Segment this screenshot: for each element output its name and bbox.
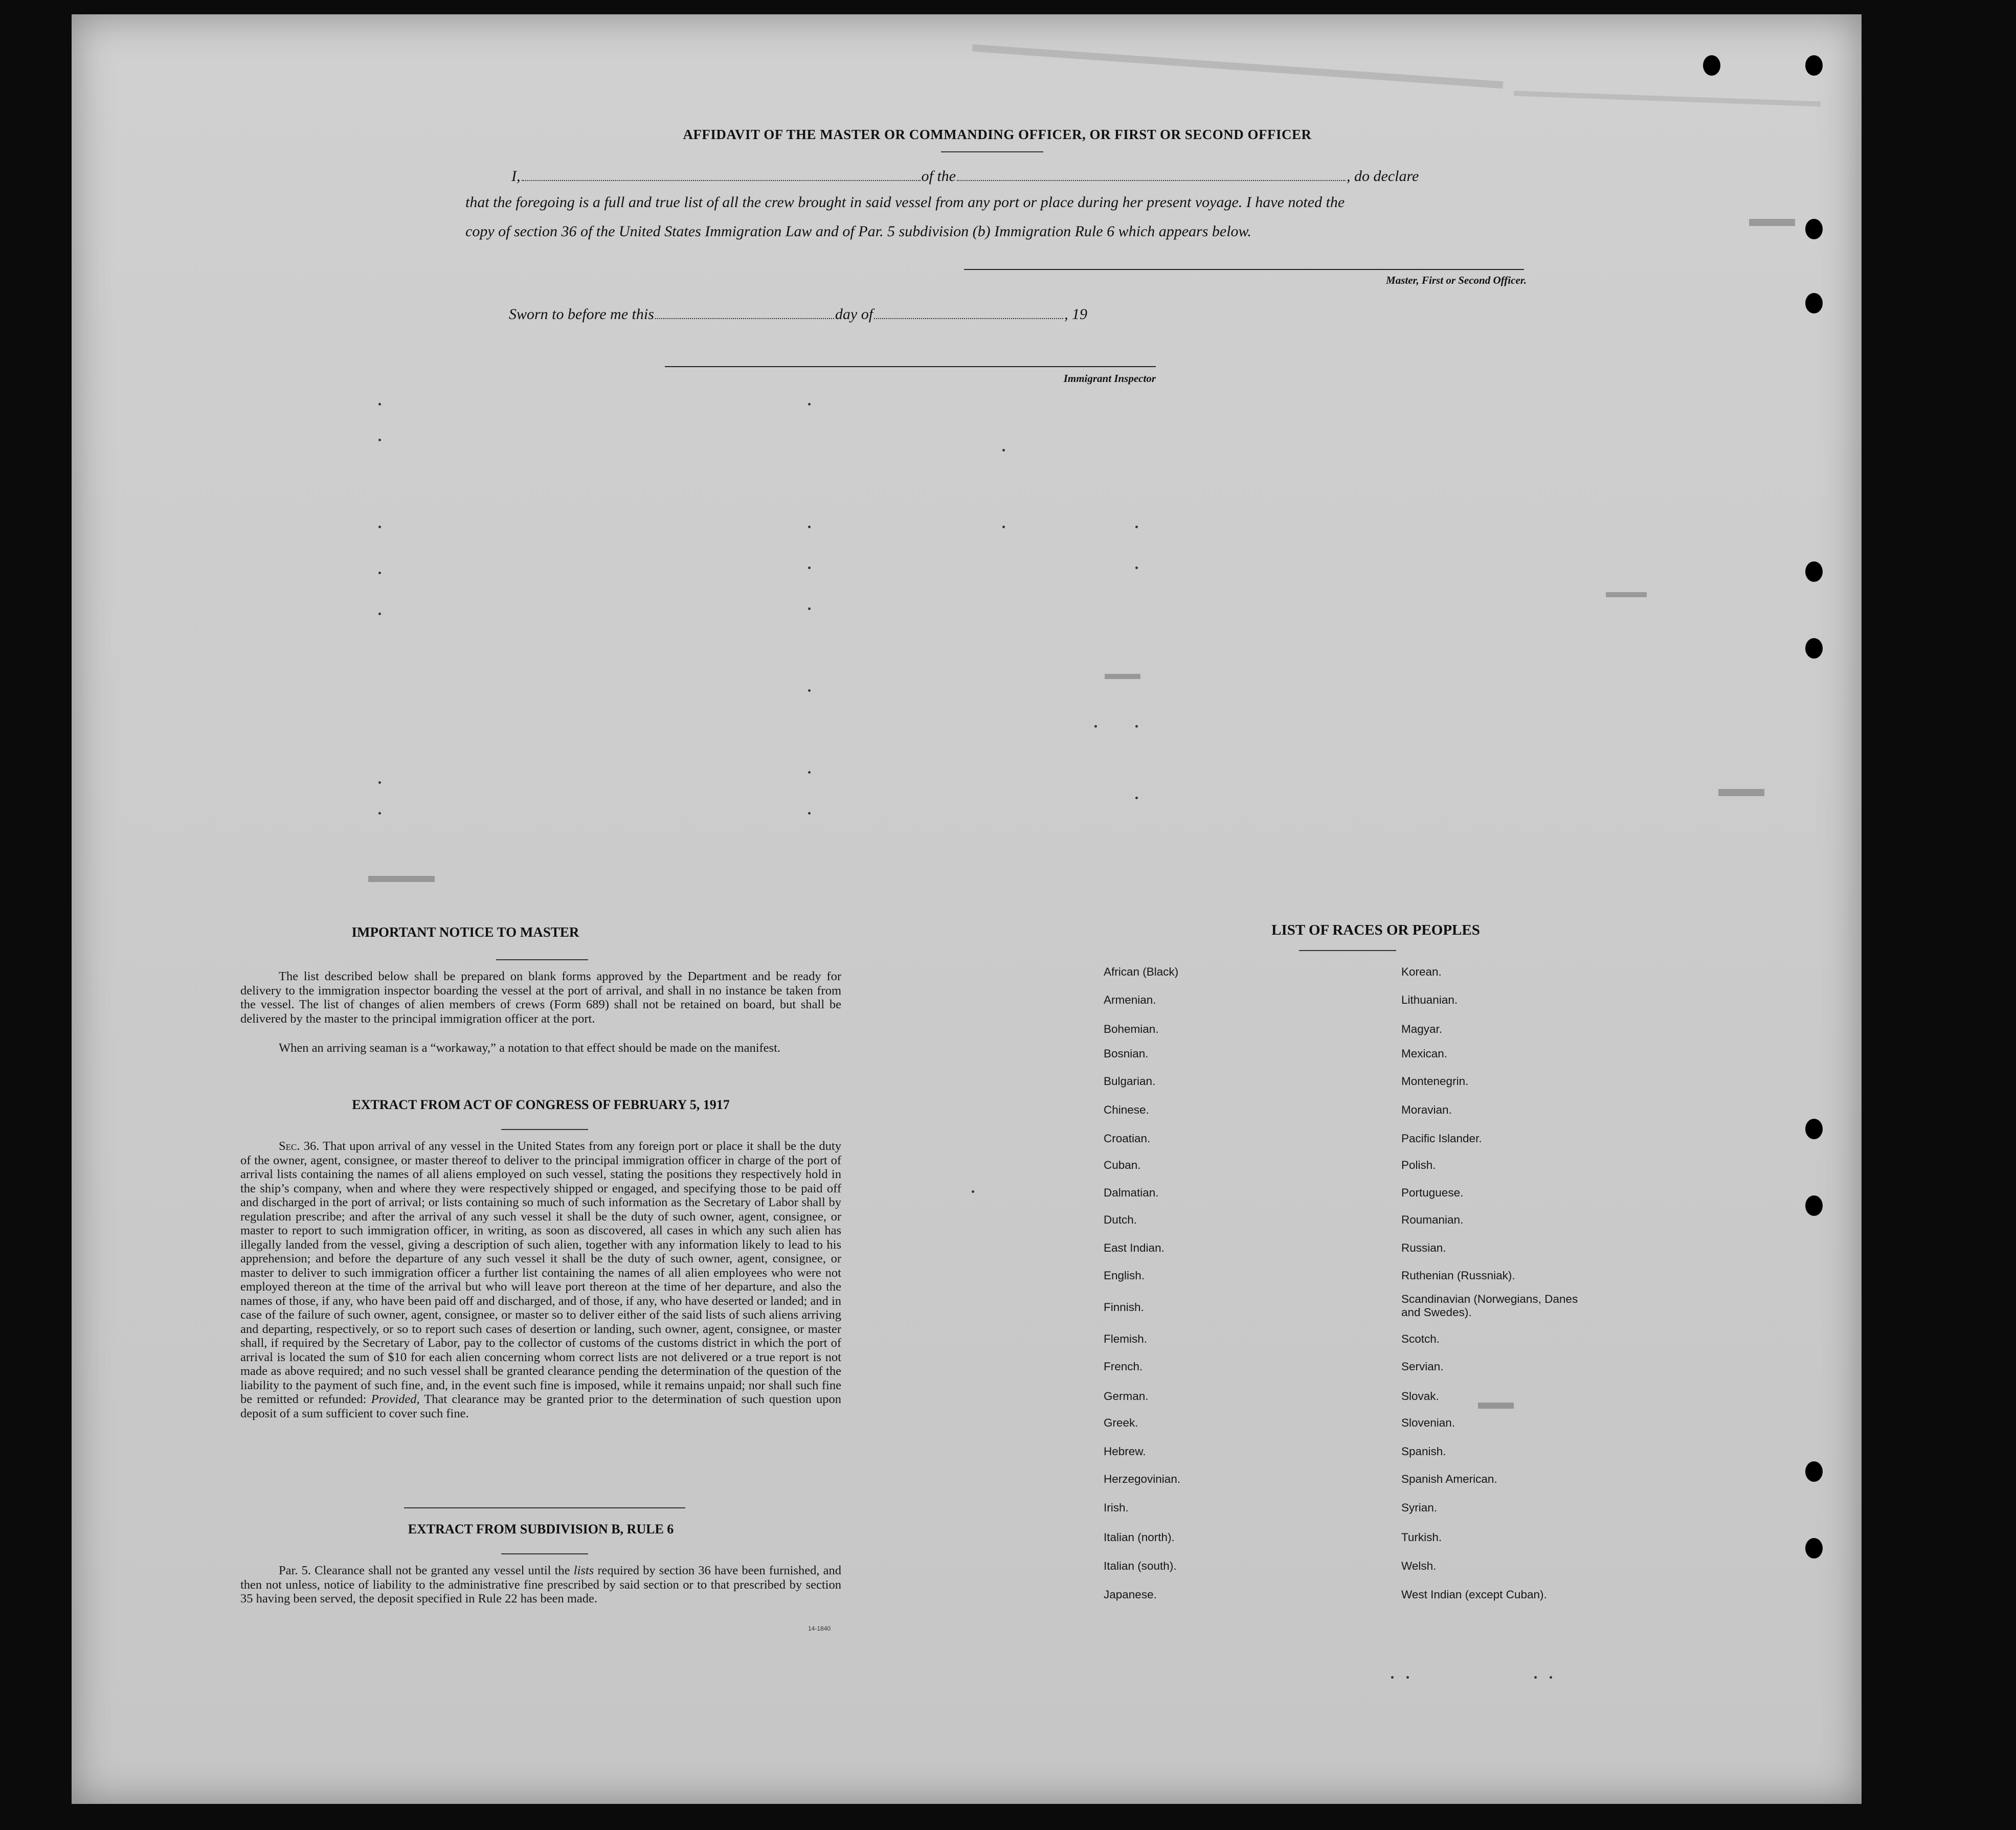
punch-hole bbox=[1805, 1538, 1823, 1558]
provided-word: Provided, bbox=[371, 1392, 420, 1406]
race-item: Syrian. bbox=[1401, 1501, 1438, 1514]
speck bbox=[378, 526, 381, 528]
declarant-name-blank[interactable] bbox=[522, 180, 921, 181]
speck bbox=[1550, 1676, 1552, 1679]
race-item: Portuguese. bbox=[1401, 1186, 1464, 1199]
bleed-through-mark bbox=[1718, 789, 1764, 796]
speck bbox=[378, 781, 381, 784]
section-body: That upon arrival of any vessel in the United States from any foreign port or place it shall be the duty of the owner, agent, consignee, or master thereof to deliver to the principal immigration officer in charge of the port of arrival lists containing the names of all aliens employed on such vessel, stating the positions they respectively hold in the ship’s company, when and where they were respectively shipped or engaged, and specifying those to be paid off and discharged in the port of arrival; or lists containing so much of such information as the Secretary of Labor shall by regulation prescribe; and after the arrival of any such vessel it shall be the duty of such owner, agent, consignee, or master to report to such immigration officer, in writing, as soon as discovered, all cases in which any such alien has illegally landed from the vessel, giving a description of such alien, together with any information likely to lead to his apprehension; and before the departure of any such vessel it shall be the duty of such owner, agent, consignee, or master to deliver to such immigration officer a further list containing the names of all alien employees who were not employed thereon at the time of the arrival but who will leave port thereon at the time of her departure, and also the names of those, if any, who have been paid off and discharged, and of those, if any, who have deserted or landed; and in case of the failure of such owner, agent, consignee, or master so to deliver either of the said lists of such aliens arriving and departing, respectively, or so to report such cases of desertion or landing, such owner, agent, consignee, or master shall, if required by the Secretary of Labor, pay to the collector of customs of the customs district in which the port of arrival is located the sum of $10 for each alien concerning whom correct lists are not delivered or a true report is not made as above required; and no such vessel shall be granted clearance pending the determination of the question of the liability to the payment of such fine, and, in the event such fine is imposed, while it remains unpaid; nor shall such fine be remitted or refunded: bbox=[240, 1139, 841, 1406]
vessel-name-blank[interactable] bbox=[957, 180, 1346, 181]
race-item: Italian (south). bbox=[1104, 1560, 1177, 1572]
act-extract-title: EXTRACT FROM ACT OF CONGRESS OF FEBRUARY 5, 1917 bbox=[352, 1097, 730, 1112]
bleed-through-mark bbox=[1606, 592, 1647, 597]
race-item: Finnish. bbox=[1104, 1301, 1144, 1314]
speck bbox=[378, 812, 381, 815]
race-item: Croatian. bbox=[1104, 1132, 1151, 1145]
speck bbox=[1135, 567, 1138, 569]
races-title: LIST OF RACES OR PEOPLES bbox=[1271, 922, 1480, 938]
speck bbox=[808, 403, 811, 405]
race-item: Turkish. bbox=[1401, 1531, 1442, 1544]
sworn-date-blank[interactable] bbox=[655, 318, 834, 319]
race-item: Armenian. bbox=[1104, 993, 1156, 1006]
bleed-through-mark bbox=[1478, 1403, 1514, 1409]
race-item: Korean. bbox=[1401, 965, 1442, 978]
rule-extract-top-rule bbox=[404, 1507, 685, 1508]
punch-hole bbox=[1805, 1119, 1823, 1139]
notice-paragraph-2: When an arriving seaman is a “workaway,” a notation to that effect should be made on the manifest. bbox=[279, 1041, 781, 1055]
race-item: Bulgarian. bbox=[1104, 1075, 1156, 1088]
race-item: Polish. bbox=[1401, 1159, 1436, 1171]
section-body-end: That clearance may be granted prior to the determination of such question upon deposit of a sum sufficient to cover such fine. bbox=[240, 1392, 841, 1420]
punch-hole bbox=[1703, 55, 1720, 76]
race-item: Pacific Islander. bbox=[1401, 1132, 1482, 1145]
race-item: East Indian. bbox=[1104, 1241, 1164, 1254]
sworn-label: Sworn to before me this bbox=[509, 306, 654, 323]
speck bbox=[1135, 725, 1138, 728]
race-item: Lithuanian. bbox=[1401, 993, 1458, 1006]
bleed-through-mark bbox=[1749, 219, 1795, 226]
speck bbox=[378, 439, 381, 441]
race-item: African (Black) bbox=[1104, 965, 1179, 978]
speck bbox=[1002, 526, 1005, 528]
race-item: Montenegrin. bbox=[1401, 1075, 1469, 1088]
race-item: Scotch. bbox=[1401, 1332, 1440, 1345]
race-item: Spanish American. bbox=[1401, 1473, 1497, 1485]
race-item: Spanish. bbox=[1401, 1445, 1446, 1458]
title-underline bbox=[941, 151, 1043, 152]
punch-hole bbox=[1805, 293, 1823, 313]
speck bbox=[1094, 725, 1097, 728]
punch-hole bbox=[1805, 1461, 1823, 1482]
race-item: Russian. bbox=[1401, 1241, 1446, 1254]
declarant-line bbox=[511, 168, 1419, 185]
race-item: Mexican. bbox=[1401, 1047, 1448, 1060]
speck bbox=[1135, 797, 1138, 799]
bleed-through-header bbox=[972, 44, 1503, 89]
master-caption: Master, First or Second Officer. bbox=[1386, 274, 1527, 286]
punch-hole bbox=[1805, 219, 1823, 239]
notice-rule bbox=[496, 959, 588, 960]
affidavit-title: AFFIDAVIT OF THE MASTER OR COMMANDING OFFICER, OR FIRST OR SECOND OFFICER bbox=[683, 127, 1312, 142]
declarant-prefix: I, bbox=[511, 168, 521, 185]
races-title-rule bbox=[1299, 950, 1396, 951]
race-item: West Indian (except Cuban). bbox=[1401, 1588, 1547, 1601]
speck bbox=[1002, 449, 1005, 451]
race-item: English. bbox=[1104, 1269, 1145, 1282]
punch-hole bbox=[1805, 55, 1823, 76]
race-item: Chinese. bbox=[1104, 1103, 1149, 1116]
inspector-signature-line[interactable] bbox=[665, 366, 1156, 367]
race-item: Herzegovinian. bbox=[1104, 1473, 1181, 1485]
race-item: Dalmatian. bbox=[1104, 1186, 1159, 1199]
punch-hole bbox=[1805, 561, 1823, 582]
rule-text-b: required by section 36 have been furnished, and then not unless, notice of liability to the administrative fine prescribed by said section or to that prescribed by section 35 having been served, the deposit specified in Rule 22 has been made. bbox=[240, 1564, 841, 1606]
declaration-text-2: copy of section 36 of the United States Immigration Law and of Par. 5 subdivision (b) Immigration Rule 6 which appears below. bbox=[465, 223, 1251, 240]
speck bbox=[808, 812, 811, 815]
speck bbox=[808, 771, 811, 774]
speck bbox=[808, 526, 811, 528]
race-item: Cuban. bbox=[1104, 1159, 1141, 1171]
day-of-label: day of bbox=[835, 306, 873, 323]
speck bbox=[378, 613, 381, 615]
race-item: Japanese. bbox=[1104, 1588, 1157, 1601]
race-item: Irish. bbox=[1104, 1501, 1129, 1514]
sworn-line bbox=[509, 306, 1087, 323]
race-item: Roumanian. bbox=[1401, 1213, 1464, 1226]
race-item: Scandinavian (Norwegians, Danes and Swedes). bbox=[1401, 1293, 1578, 1319]
of-the-label: of the bbox=[921, 168, 956, 185]
rule-paragraph-5-text bbox=[240, 1564, 841, 1606]
rule-extract-rule bbox=[501, 1553, 588, 1554]
race-item: Slovenian. bbox=[1401, 1416, 1455, 1429]
notice-title: IMPORTANT NOTICE TO MASTER bbox=[351, 924, 579, 940]
punch-hole bbox=[1805, 638, 1823, 659]
race-item: Italian (north). bbox=[1104, 1531, 1175, 1544]
speck bbox=[1135, 526, 1138, 528]
race-item: Servian. bbox=[1401, 1360, 1444, 1373]
lists-word: lists bbox=[573, 1564, 594, 1577]
race-item: Flemish. bbox=[1104, 1332, 1148, 1345]
race-item: German. bbox=[1104, 1390, 1149, 1403]
race-item: Dutch. bbox=[1104, 1213, 1137, 1226]
race-item: Bosnian. bbox=[1104, 1047, 1149, 1060]
speck bbox=[378, 572, 381, 574]
declaration-text-1: that the foregoing is a full and true list of all the crew brought in said vessel from any port or place during her present voyage. I have noted the bbox=[465, 194, 1345, 211]
speck bbox=[1534, 1676, 1537, 1679]
do-declare-label: , do declare bbox=[1347, 168, 1419, 185]
race-item: Slovak. bbox=[1401, 1390, 1439, 1403]
bleed-through-mark bbox=[1105, 674, 1140, 679]
speck bbox=[972, 1190, 974, 1193]
notice-paragraph-1: The list described below shall be prepared on blank forms approved by the Department and be ready for delivery to the immigration inspector boarding the vessel at the port of arrival, and shall in no instance be taken from the vessel. The list of changes of alien members of crews (Form 689) shall not be retained on board, but shall be delivered by the master to the principal immigration officer at the port. bbox=[240, 969, 841, 1026]
form-number: 14-1840 bbox=[808, 1625, 831, 1632]
year-label: , 19 bbox=[1064, 306, 1088, 323]
act-section-36-text bbox=[240, 1139, 841, 1420]
manifest-back-page bbox=[72, 14, 1862, 1804]
speck bbox=[808, 607, 811, 610]
bleed-through-text bbox=[1514, 91, 1821, 107]
master-signature-line[interactable] bbox=[964, 269, 1524, 270]
race-item: Welsh. bbox=[1401, 1560, 1437, 1572]
race-item: Greek. bbox=[1104, 1416, 1138, 1429]
race-item: Bohemian. bbox=[1104, 1023, 1159, 1035]
section-label: Sec. 36. bbox=[279, 1139, 320, 1153]
speck bbox=[378, 403, 381, 405]
speck bbox=[1391, 1676, 1394, 1679]
race-item: Hebrew. bbox=[1104, 1445, 1146, 1458]
speck bbox=[808, 689, 811, 692]
race-item: French. bbox=[1104, 1360, 1143, 1373]
race-item: Moravian. bbox=[1401, 1103, 1452, 1116]
rule-text-a: Par. 5. Clearance shall not be granted any vessel until the bbox=[279, 1564, 570, 1577]
race-item: Ruthenian (Russniak). bbox=[1401, 1269, 1515, 1282]
sworn-month-blank[interactable] bbox=[874, 318, 1063, 319]
race-item: Magyar. bbox=[1401, 1023, 1443, 1035]
speck bbox=[808, 567, 811, 569]
speck bbox=[1406, 1676, 1409, 1679]
rule-extract-title: EXTRACT FROM SUBDIVISION B, RULE 6 bbox=[408, 1522, 674, 1537]
bleed-through-mark bbox=[368, 876, 435, 882]
act-extract-rule bbox=[501, 1129, 588, 1130]
punch-hole bbox=[1805, 1195, 1823, 1216]
inspector-caption: Immigrant Inspector bbox=[1063, 372, 1156, 385]
